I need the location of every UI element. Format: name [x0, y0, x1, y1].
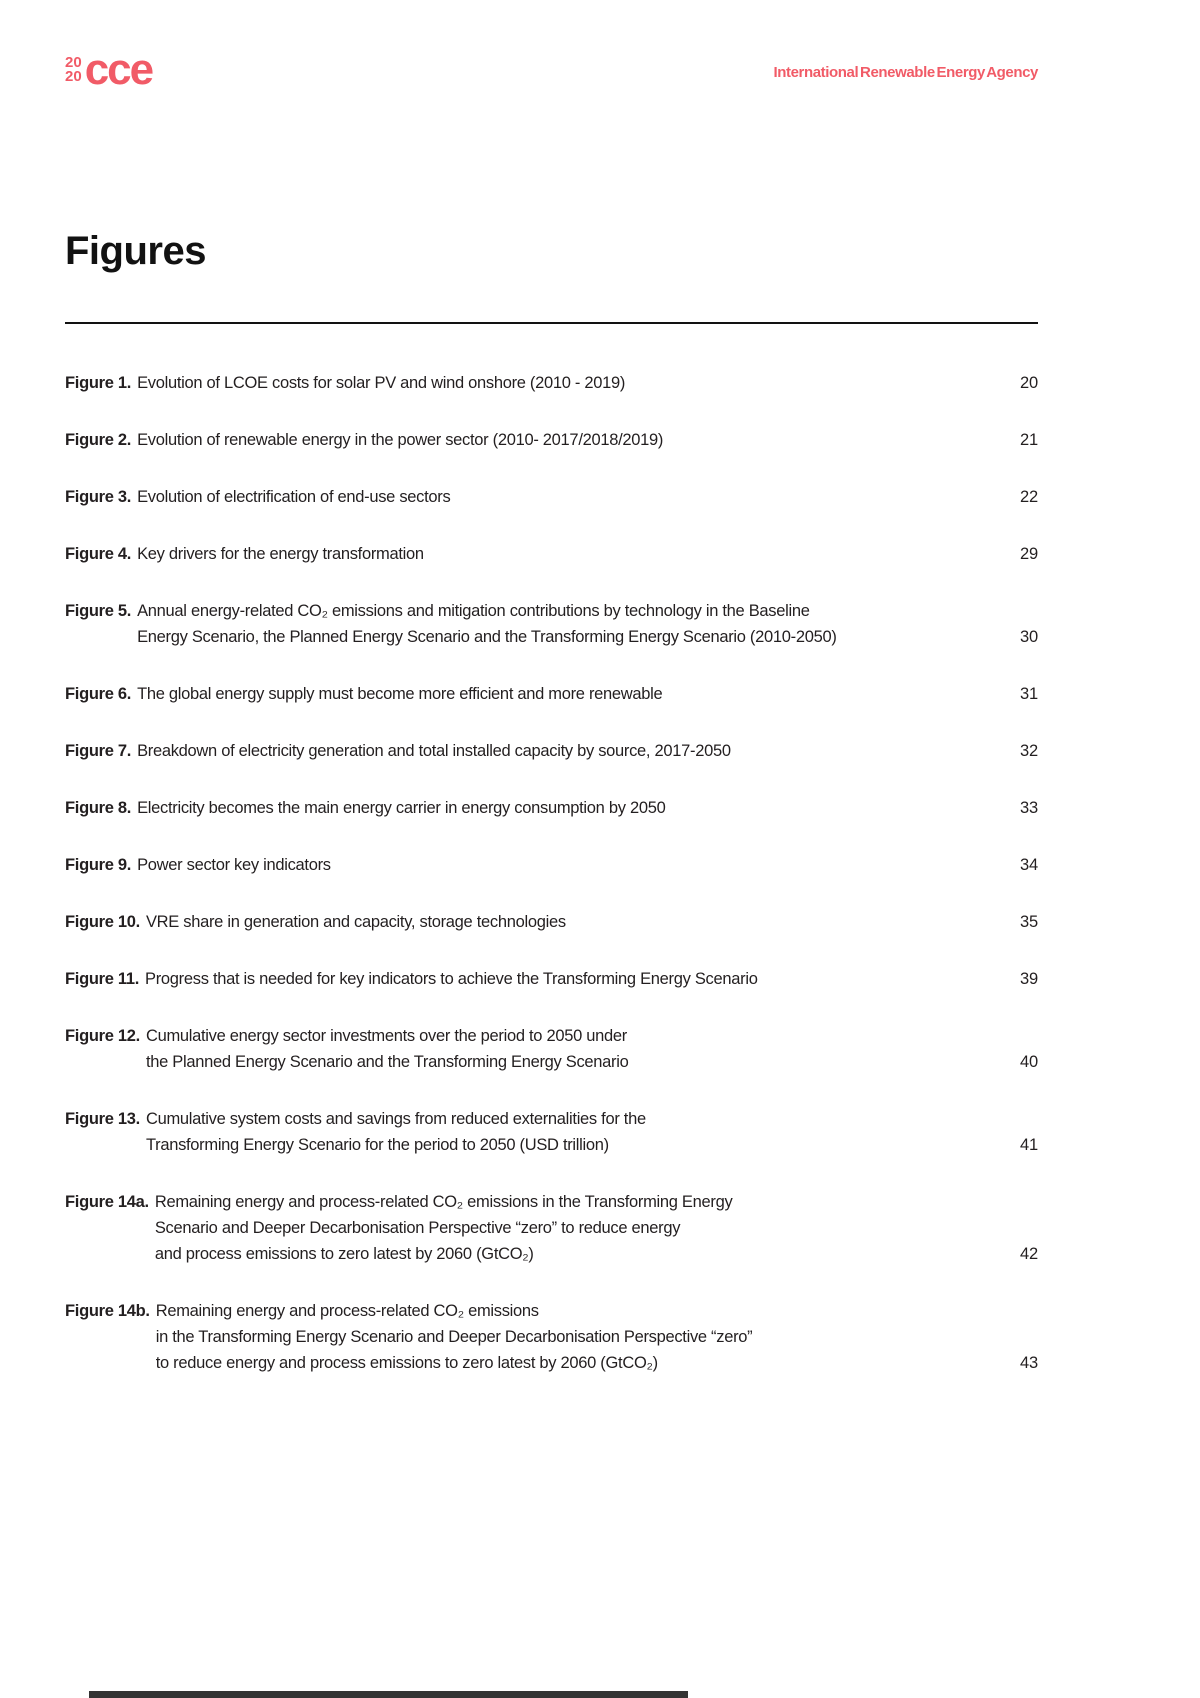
figure-page-number: 41	[1020, 1136, 1038, 1155]
figure-text-line: Breakdown of electricity generation and total installed capacity by source, 2017-2050	[137, 742, 731, 761]
figure-entry	[65, 1189, 1038, 1267]
figure-label: Figure 6.	[65, 685, 132, 704]
figure-page-number: 29	[1020, 545, 1038, 564]
figure-text-line: Evolution of electrification of end-use sectors	[137, 488, 451, 507]
figure-lines	[137, 370, 625, 396]
figure-label: Figure 3.	[65, 488, 132, 507]
figure-text-line: in the Transforming Energy Scenario and Deeper Decarbonisation Perspective “zero”	[155, 1328, 753, 1347]
figure-entry	[65, 738, 1038, 764]
figure-page-number: 40	[1020, 1053, 1038, 1072]
cce-logo-text: cce	[84, 45, 153, 94]
cce-logo	[65, 45, 153, 94]
figure-entry-text	[65, 852, 331, 878]
figure-page-number: 33	[1020, 799, 1038, 818]
figure-entry	[65, 852, 1038, 878]
figure-entry	[65, 427, 1038, 453]
figure-entry-text	[65, 484, 450, 510]
figure-entry-text	[65, 681, 662, 707]
page-header	[65, 45, 1038, 94]
figure-label: Figure 1.	[65, 374, 132, 393]
figure-lines	[146, 1023, 629, 1075]
figure-text-line: Cumulative energy sector investments over the period to 2050 under	[145, 1027, 627, 1046]
figure-label: Figure 14b.	[65, 1302, 150, 1321]
figure-page-number: 43	[1020, 1354, 1038, 1373]
figure-page-number: 34	[1020, 856, 1038, 875]
figure-lines	[155, 1189, 733, 1267]
figure-entry	[65, 1298, 1038, 1376]
figure-lines	[137, 427, 663, 453]
figure-label: Figure 8.	[65, 799, 132, 818]
figure-entry	[65, 370, 1038, 396]
figure-page-number: 35	[1020, 913, 1038, 932]
cce-logo-glyphs	[65, 56, 82, 83]
figure-lines	[156, 1298, 753, 1376]
figure-entry-text	[65, 427, 663, 453]
figure-text-line: to reduce energy and process emissions to zero latest by 2060 (GtCO₂)	[155, 1354, 658, 1373]
figure-text-line: Energy Scenario, the Planned Energy Scenario and the Transforming Energy Scenario (2010-2050)	[137, 628, 837, 647]
figure-text-line: VRE share in generation and capacity, storage technologies	[145, 913, 566, 932]
figure-page-number: 42	[1020, 1245, 1038, 1264]
figure-lines	[137, 484, 450, 510]
figure-label: Figure 2.	[65, 431, 132, 450]
figure-page-number: 32	[1020, 742, 1038, 761]
figure-entry	[65, 966, 1038, 992]
cce-logo-glyph-row: 20	[65, 67, 82, 85]
title-divider	[65, 322, 1038, 324]
figure-page-number: 21	[1020, 431, 1038, 450]
figure-entry-text	[65, 795, 665, 821]
figure-lines	[137, 598, 836, 650]
figure-entry	[65, 484, 1038, 510]
figure-page-number: 31	[1020, 685, 1038, 704]
figure-lines	[146, 1106, 646, 1158]
figure-entry-text	[65, 1189, 732, 1267]
figure-text-line: Annual energy-related CO₂ emissions and mitigation contributions by technology in the Baseline	[137, 602, 810, 621]
figure-text-line: Scenario and Deeper Decarbonisation Perspective “zero” to reduce energy	[154, 1219, 681, 1238]
figure-entry	[65, 795, 1038, 821]
bottom-page-edge	[89, 1691, 688, 1698]
figure-entry-text	[65, 909, 566, 935]
figure-label: Figure 4.	[65, 545, 132, 564]
figure-text-line: Cumulative system costs and savings from reduced externalities for the	[145, 1110, 646, 1129]
figure-entry-text	[65, 598, 837, 650]
figure-lines	[137, 795, 665, 821]
figure-page-number: 20	[1020, 374, 1038, 393]
figure-lines	[137, 541, 424, 567]
figure-label: Figure 11.	[65, 970, 140, 989]
figure-text-line: the Planned Energy Scenario and the Transforming Energy Scenario	[145, 1053, 629, 1072]
figure-entry-text	[65, 541, 424, 567]
figure-entry	[65, 1106, 1038, 1158]
figure-text-line: Electricity becomes the main energy carrier in energy consumption by 2050	[137, 799, 666, 818]
figure-entry	[65, 681, 1038, 707]
figure-label: Figure 10.	[65, 913, 140, 932]
figure-text-line: and process emissions to zero latest by 2060 (GtCO₂)	[154, 1245, 534, 1264]
figure-lines	[137, 738, 731, 764]
figure-lines	[145, 966, 758, 992]
figure-lines	[137, 852, 331, 878]
figure-entry-text	[65, 966, 758, 992]
figure-text-line: Key drivers for the energy transformation	[137, 545, 424, 564]
figure-lines	[146, 909, 566, 935]
figure-text-line: The global energy supply must become more efficient and more renewable	[137, 685, 663, 704]
figure-entry	[65, 541, 1038, 567]
figure-lines	[137, 681, 662, 707]
figure-label: Figure 14a.	[65, 1193, 149, 1212]
cce-logo-glyph-row: 20	[65, 54, 82, 72]
figure-label: Figure 7.	[65, 742, 132, 761]
figure-text-line: Evolution of renewable energy in the power sector (2010- 2017/2018/2019)	[137, 431, 664, 450]
figure-entry-text	[65, 1298, 752, 1376]
figure-text-line: Evolution of LCOE costs for solar PV and wind onshore (2010 - 2019)	[137, 374, 626, 393]
figure-text-line: Transforming Energy Scenario for the period to 2050 (USD trillion)	[145, 1136, 609, 1155]
figure-label: Figure 13.	[65, 1110, 140, 1129]
figure-label: Figure 12.	[65, 1027, 140, 1046]
figures-list	[65, 370, 1038, 1376]
figure-entry	[65, 909, 1038, 935]
figure-entry	[65, 598, 1038, 650]
figure-text-line: Remaining energy and process-related CO₂ emissions in the Transforming Energy	[154, 1193, 733, 1212]
figure-page-number: 30	[1020, 628, 1038, 647]
figure-label: Figure 5.	[65, 602, 132, 621]
page-title: Figures	[65, 229, 206, 274]
figure-page-number: 39	[1020, 970, 1038, 989]
figure-entry-text	[65, 1106, 646, 1158]
figure-text-line: Power sector key indicators	[137, 856, 331, 875]
figure-entry-text	[65, 738, 731, 764]
agency-name: International Renewable Energy Agency	[773, 64, 1038, 81]
figure-entry	[65, 1023, 1038, 1075]
figure-label: Figure 9.	[65, 856, 132, 875]
figure-page-number: 22	[1020, 488, 1038, 507]
figure-entry-text	[65, 1023, 628, 1075]
figure-text-line: Remaining energy and process-related CO₂ emissions	[155, 1302, 539, 1321]
figure-entry-text	[65, 370, 625, 396]
figure-text-line: Progress that is needed for key indicators to achieve the Transforming Energy Scenario	[145, 970, 758, 989]
